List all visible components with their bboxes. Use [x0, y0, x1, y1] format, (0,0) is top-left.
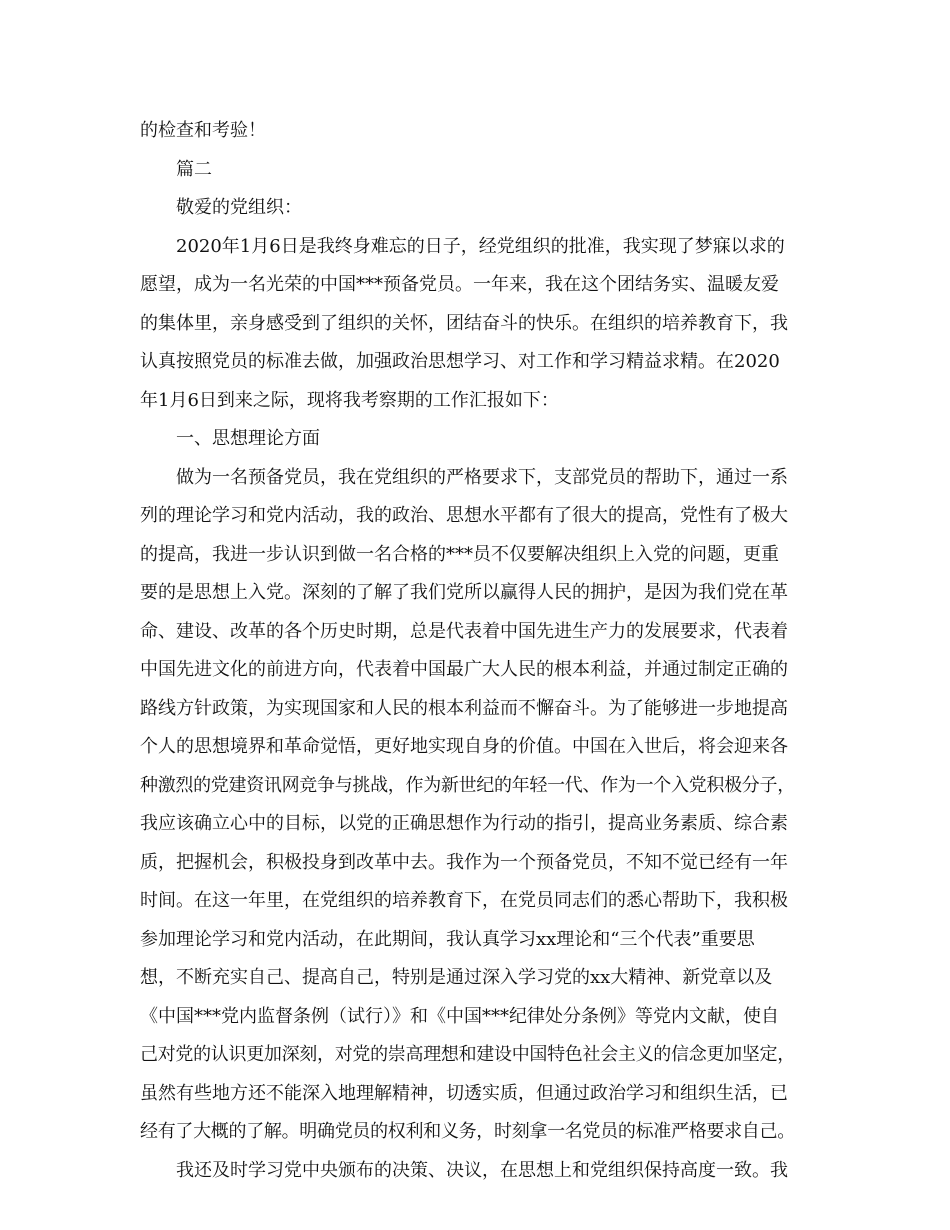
text-line: 年1月6日到来之际，现将我考察期的工作汇报如下：: [140, 389, 559, 411]
text-line: 列的理论学习和党内活动，我的政治、思想水平都有了很大的提高，党性有了极大: [140, 505, 788, 526]
salutation: 敬爱的党组织：: [176, 197, 302, 218]
text-line: 的集体里，亲身感受到了组织的关怀，团结奋斗的快乐。在组织的培养教育下，我: [140, 312, 788, 334]
text-line: 我还及时学习党中央颁布的决策、决议，在思想上和党组织保持高度一致。我: [176, 1159, 788, 1181]
text-line: 个人的思想境界和革命觉悟，更好地实现自身的价值。中国在入世后，将会迎来各: [140, 736, 788, 757]
text-line: 命、建设、改革的各个历史时期，总是代表着中国先进生产力的发展要求，代表着: [140, 620, 788, 642]
document-body: [140, 112, 828, 1190]
text-line: 的提高，我进一步认识到做一名合格的***员不仅要解决组织上入党的问题，更重: [140, 543, 779, 565]
text-line: 经有了大概的了解。明确党员的权利和义务，时刻拿一名党员的标准严格要求自己。: [140, 1121, 795, 1142]
text-line: 我应该确立心中的目标，以党的正确思想作为行动的指引，提高业务素质、综合素: [140, 813, 788, 834]
text-line: 认真按照党员的标准去做，加强政治思想学习、对工作和学习精益求精。在2020: [140, 351, 780, 372]
text-line: 想，不断充实自己、提高自己，特别是通过深入学习党的xx大精神、新党章以及: [140, 967, 773, 988]
subsection-heading: 一、思想理论方面: [176, 428, 320, 449]
text-line: 虽然有些地方还不能深入地理解精神，切透实质，但通过政治学习和组织生活，已: [140, 1082, 788, 1104]
text-line: 要的是思想上入党。深刻的了解了我们党所以赢得人民的拥护，是因为我们党在革: [140, 582, 788, 603]
text-line: 路线方针政策，为实现国家和人民的根本利益而不懈奋斗。为了能够进一步地提高: [140, 697, 788, 719]
text-line: 2020年1月6日是我终身难忘的日子，经党组织的批准，我实现了梦寐以求的: [176, 235, 785, 257]
text-line: 中国先进文化的前进方向，代表着中国最广大人民的根本利益，并通过制定正确的: [140, 659, 788, 680]
text-line: 质，把握机会，积极投身到改革中去。我作为一个预备党员，不知不觉已经有一年: [140, 851, 788, 873]
text-line: 做为一名预备党员，我在党组织的严格要求下，支部党员的帮助下，通过一系: [176, 466, 788, 488]
text-line: 的检查和考验！: [140, 120, 266, 141]
section-heading: 篇二: [176, 158, 212, 180]
text-line: 时间。在这一年里，在党组织的培养教育下，在党员同志们的悉心帮助下，我积极: [140, 890, 788, 911]
text-line: 《中国***党内监督条例（试行）》和《中国***纪律处分条例》等党内文献，使自: [140, 1005, 779, 1027]
text-line: 己对党的认识更加深刻，对党的崇高理想和建设中国特色社会主义的信念更加坚定，: [140, 1044, 795, 1065]
text-line: 种激烈的党建资讯网竞争与挑战，作为新世纪的年轻一代、作为一个入党积极分子，: [140, 774, 795, 796]
text-line: 参加理论学习和党内活动，在此期间，我认真学习xx理论和“三个代表”重要思: [140, 928, 755, 950]
text-line: 愿望，成为一名光荣的中国***预备党员。一年来，我在这个团结务实、温暖友爱: [140, 274, 779, 295]
